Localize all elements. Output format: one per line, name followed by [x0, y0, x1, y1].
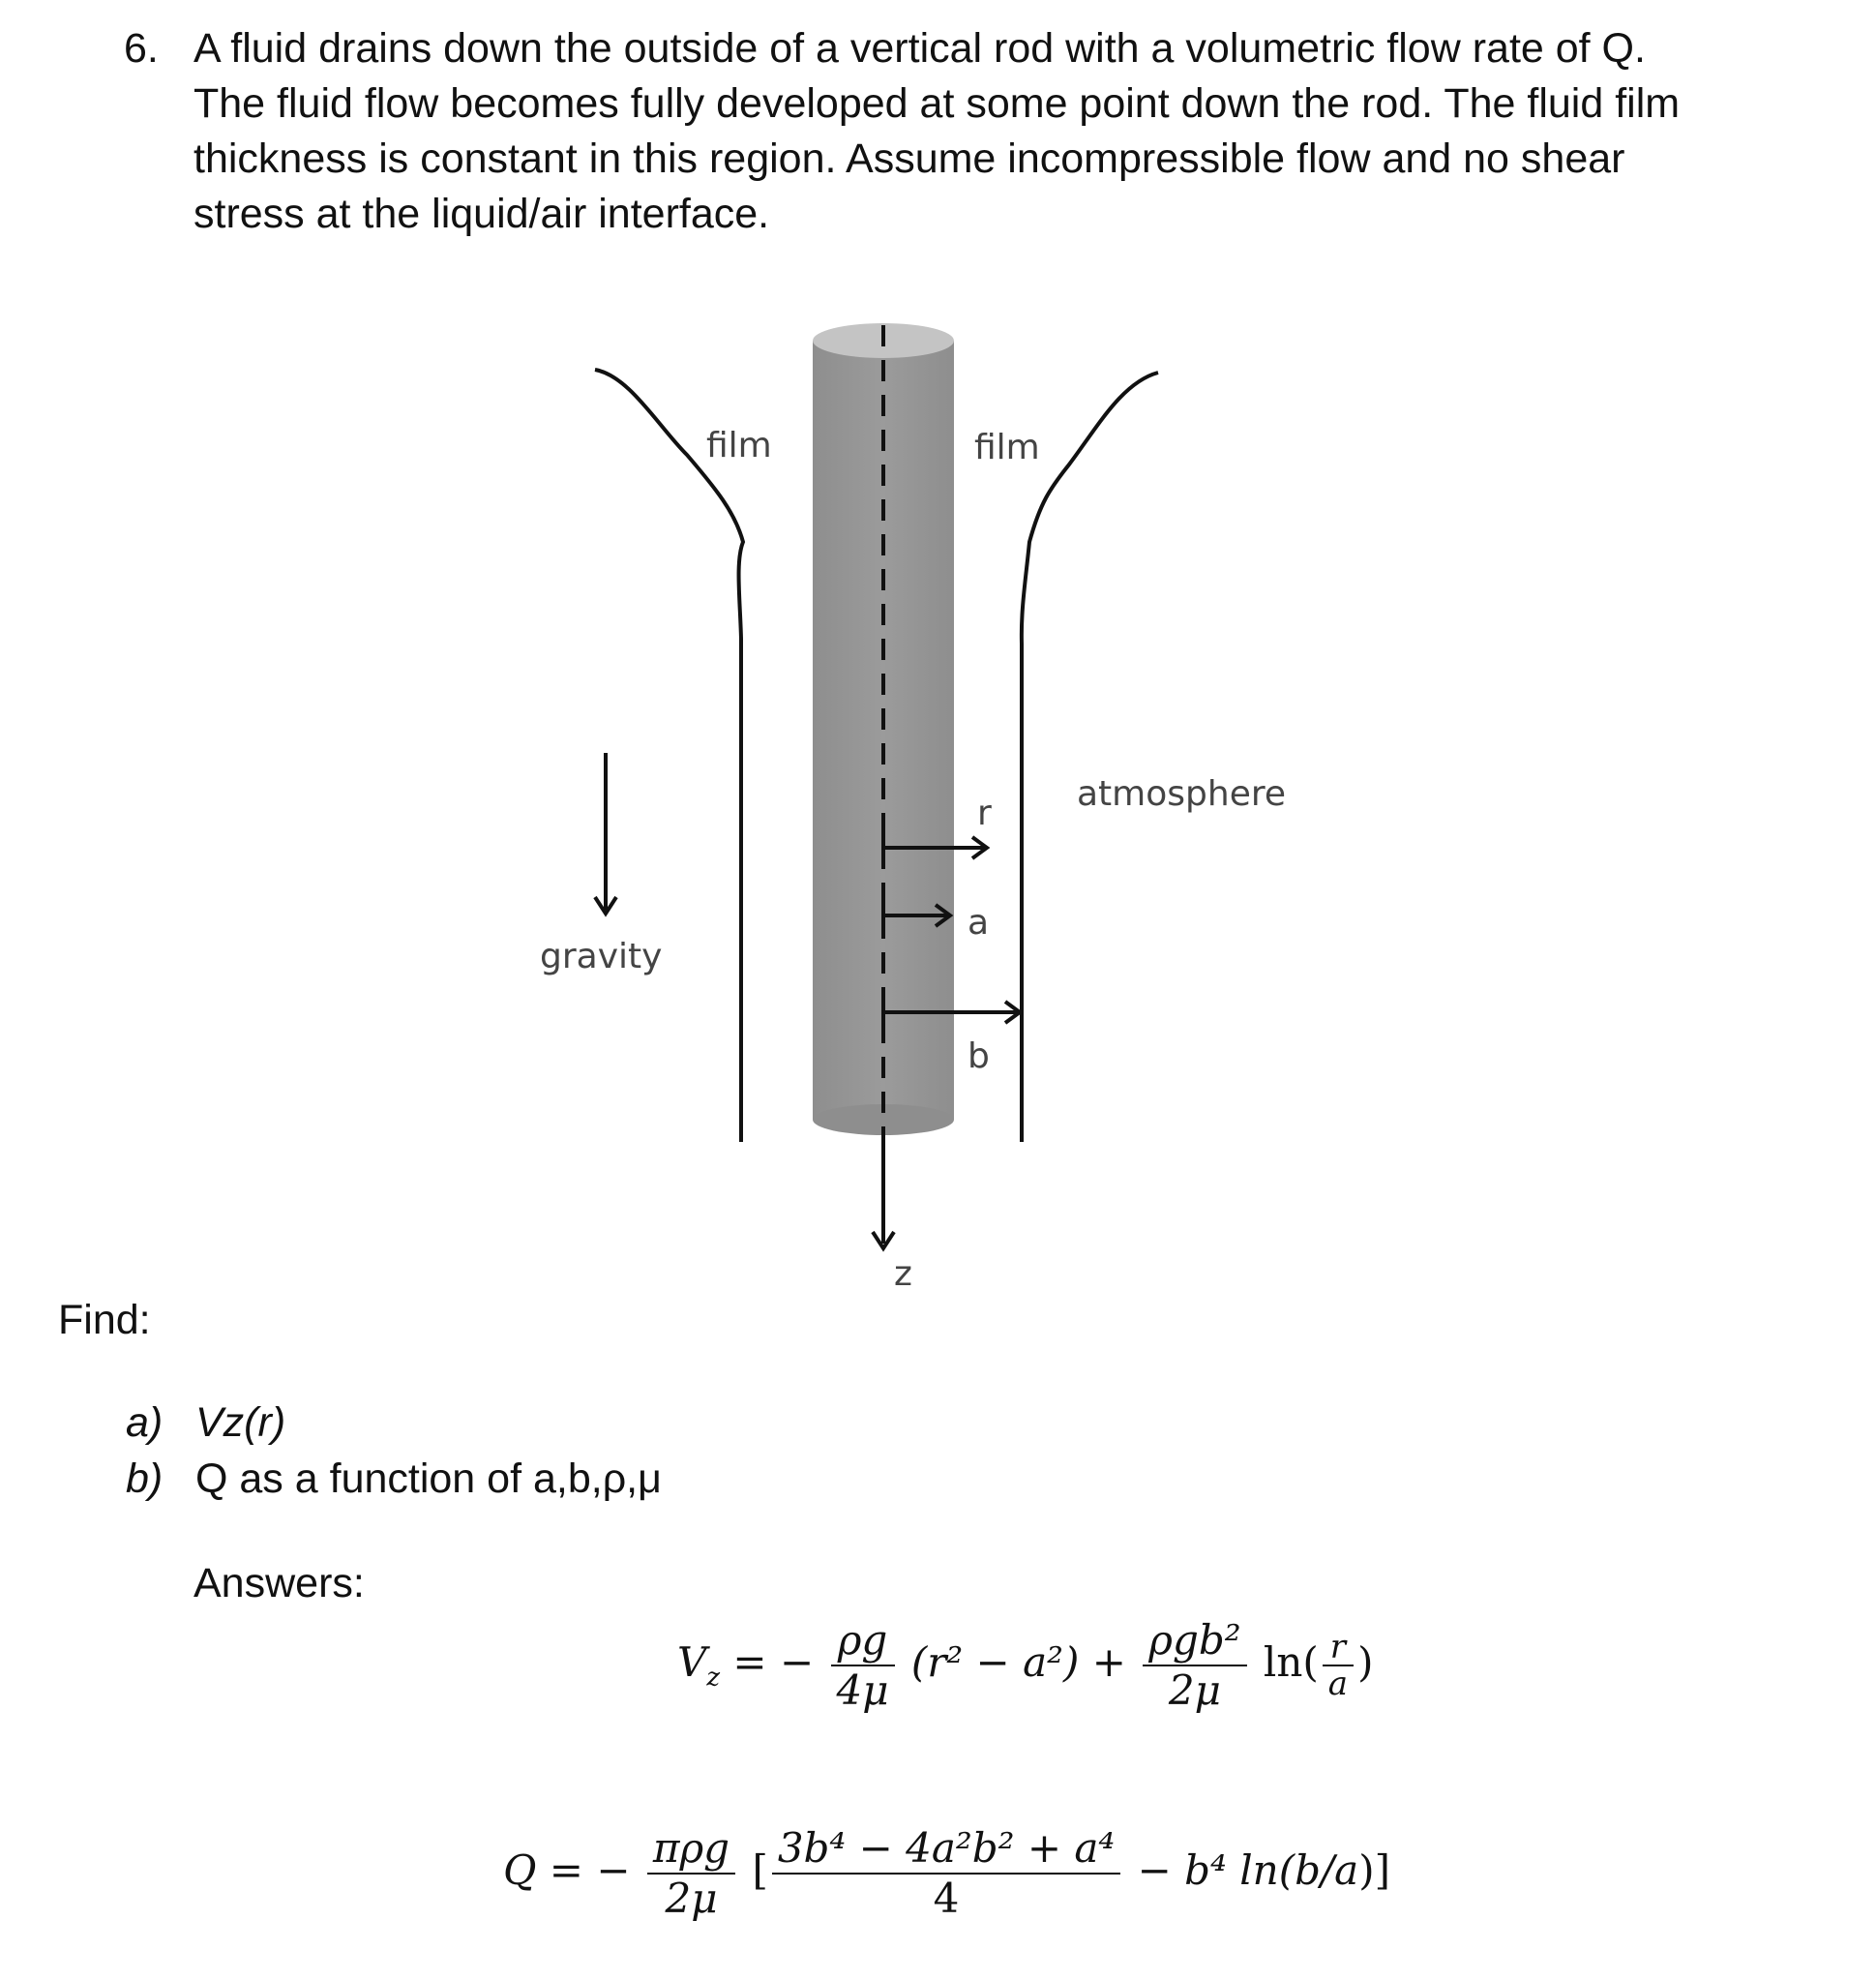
film-right-outline: [1022, 373, 1158, 1142]
find-item-b-text: Q as a function of a,b,ρ,μ: [195, 1455, 662, 1502]
vz-lhs-sub: z: [706, 1663, 721, 1693]
vz-close: ): [1357, 1638, 1374, 1686]
answers-heading: Answers:: [194, 1560, 365, 1606]
q-bracket: [: [752, 1846, 768, 1894]
q-frac2-num: 3b⁴ − 4a²b² + a⁴: [772, 1824, 1120, 1875]
q-fraction-1: [647, 1824, 735, 1923]
find-item-a-tag: a): [126, 1399, 164, 1446]
q-equation: [503, 1824, 1390, 1923]
q-fraction-2: [772, 1824, 1120, 1923]
vz-frac3-den: a: [1327, 1665, 1349, 1703]
gravity-label: gravity: [540, 937, 663, 976]
problem-line-1: A fluid drains down the outside of a vertical rod with a volumetric flow rate of Q.: [194, 25, 1646, 72]
vz-lhs: V: [677, 1638, 707, 1686]
r-label: r: [977, 794, 992, 833]
q-close: )]: [1358, 1846, 1390, 1894]
vz-fraction-2: [1143, 1616, 1246, 1715]
vz-frac2-num: ρgb²: [1143, 1616, 1246, 1666]
q-tail: − b⁴ ln(: [1137, 1846, 1295, 1894]
q-frac1-num: πρg: [647, 1824, 735, 1875]
vz-frac3-num: r: [1323, 1630, 1354, 1666]
find-item-b-tag: b): [126, 1455, 164, 1502]
film-left-label: film: [706, 426, 772, 465]
vz-equation: [677, 1616, 1373, 1715]
q-ratio: b/a: [1295, 1846, 1359, 1894]
vz-frac1-den: 4μ: [836, 1666, 889, 1714]
atmosphere-label: atmosphere: [1077, 774, 1286, 814]
vz-term1: (r² − a²) +: [910, 1638, 1126, 1686]
find-item-a-text: Vz(r): [195, 1399, 286, 1446]
z-label: z: [894, 1254, 912, 1294]
film-right-label: film: [974, 428, 1040, 467]
vz-fraction-1: [831, 1616, 895, 1715]
find-heading: Find:: [58, 1297, 151, 1343]
vz-ln: ln(: [1263, 1638, 1319, 1686]
problem-line-3: thickness is constant in this region. Assume incompressible flow and no shear: [194, 135, 1625, 182]
problem-number: 6.: [124, 25, 159, 72]
vz-fraction-3: [1323, 1630, 1354, 1701]
vz-frac1-num: ρg: [831, 1616, 895, 1666]
a-label: a: [968, 903, 990, 943]
q-lhs: Q = −: [503, 1846, 631, 1894]
problem-line-2: The fluid flow becomes fully developed at some point down the rod. The fluid film: [194, 80, 1681, 127]
film-left-outline: [595, 370, 743, 1142]
b-label: b: [968, 1036, 990, 1076]
q-frac2-den: 4: [933, 1875, 960, 1922]
problem-line-4: stress at the liquid/air interface.: [194, 191, 770, 237]
vz-eq-sign: = −: [732, 1638, 815, 1686]
q-frac1-den: 2μ: [665, 1875, 718, 1922]
vz-frac2-den: 2μ: [1168, 1666, 1221, 1714]
